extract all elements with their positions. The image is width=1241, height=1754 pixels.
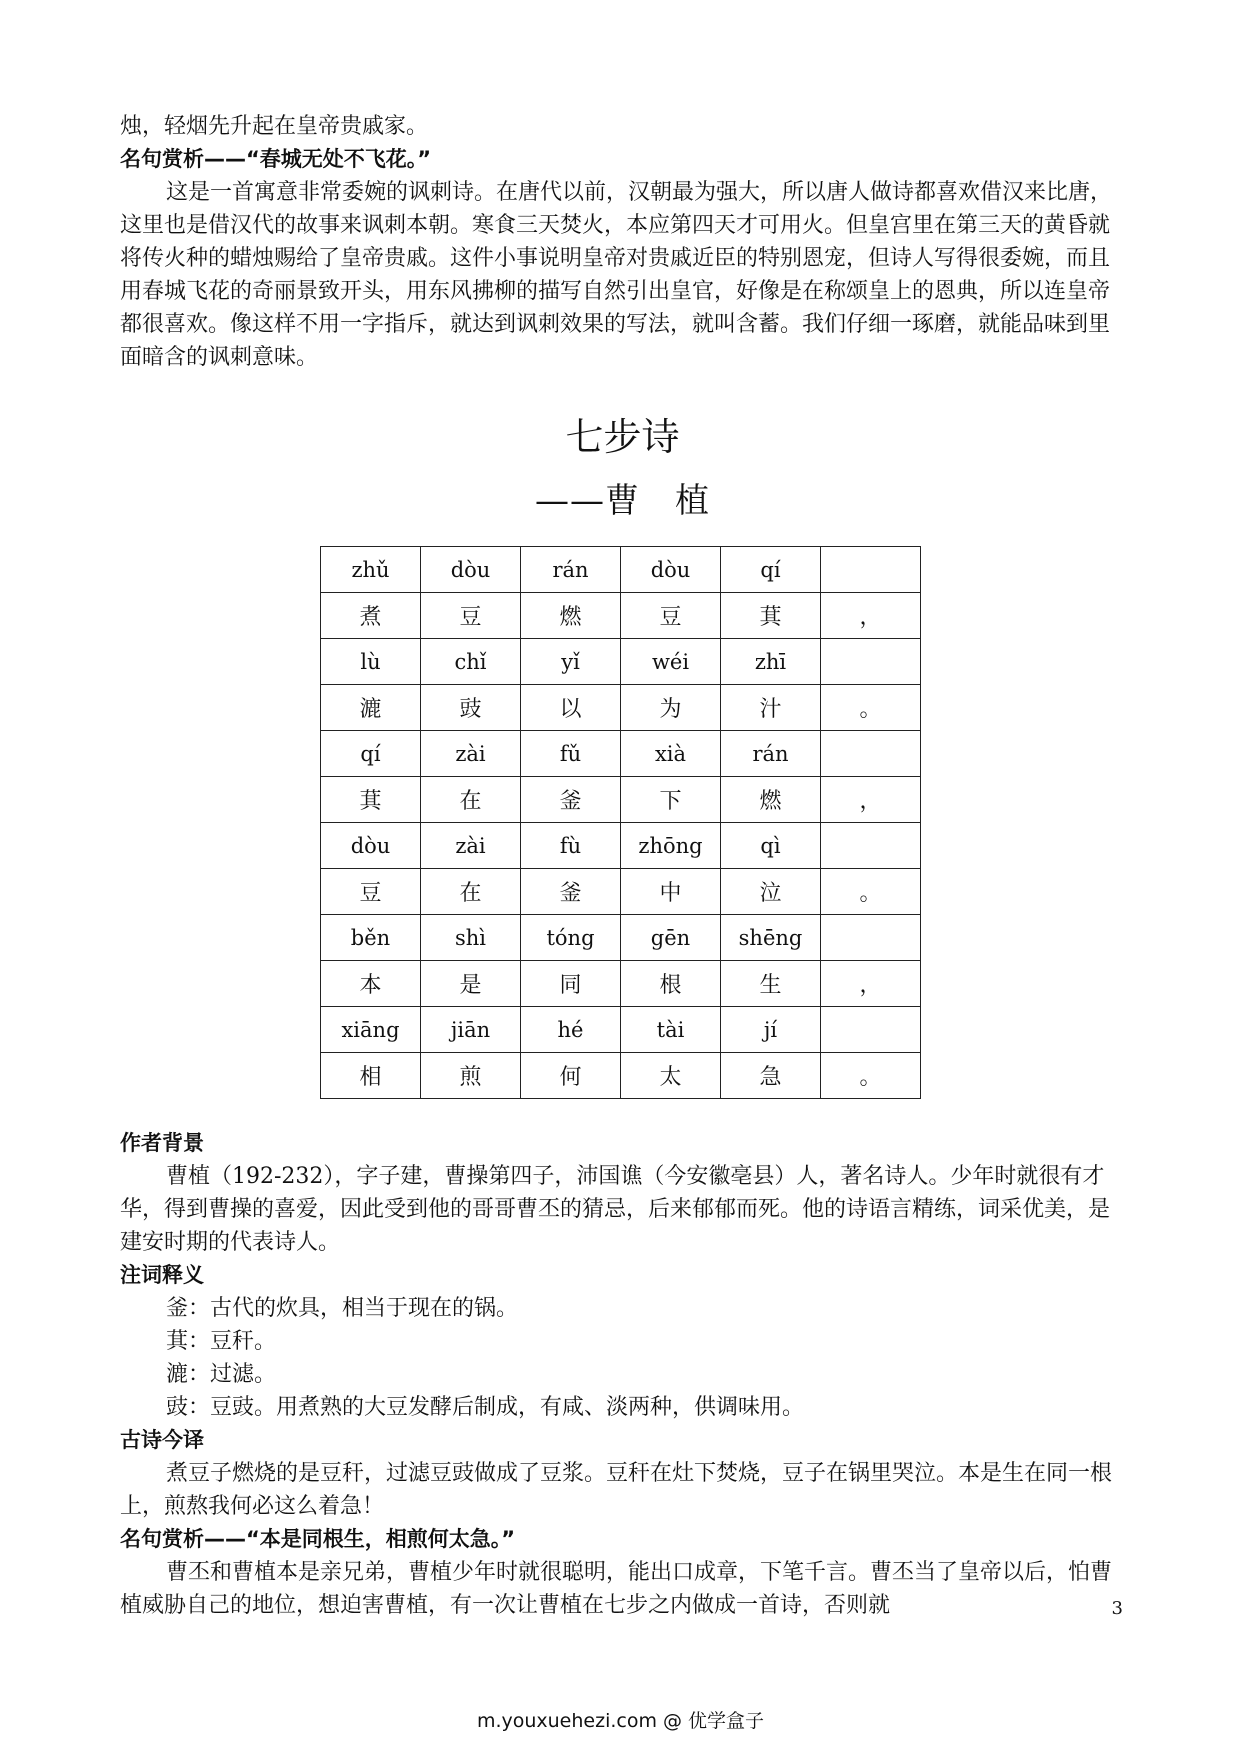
character-cell: 煎	[421, 1053, 521, 1099]
character-cell: 煮	[321, 593, 421, 639]
pinyin-cell	[821, 547, 921, 593]
character-cell: 中	[621, 869, 721, 915]
character-cell: 燃	[721, 777, 821, 823]
pinyin-cell	[821, 639, 921, 685]
character-row	[321, 593, 921, 639]
pinyin-cell: xià	[621, 731, 721, 777]
pinyin-cell: dòu	[321, 823, 421, 869]
character-cell: 。	[821, 685, 921, 731]
pinyin-row	[321, 1007, 921, 1053]
character-cell: 相	[321, 1053, 421, 1099]
pinyin-row	[321, 823, 921, 869]
famous-line-label-1: 名句赏析——“春城无处不飞花。”	[120, 147, 432, 171]
character-row	[321, 777, 921, 823]
glossary-item: 漉：过滤。	[166, 1362, 277, 1387]
character-cell: 。	[821, 869, 921, 915]
pinyin-cell	[821, 823, 921, 869]
character-cell: 漉	[321, 685, 421, 731]
pinyin-cell: fù	[521, 823, 621, 869]
translation-paragraph: 煮豆子燃烧的是豆秆，过滤豆豉做成了豆浆。豆秆在灶下焚烧，豆子在锅里哭泣。本是生在同一根上，煎熬我何必这么着急！	[120, 1461, 1113, 1519]
character-row	[321, 685, 921, 731]
glossary-item: 萁：豆秆。	[166, 1329, 277, 1354]
character-cell: 汁	[721, 685, 821, 731]
character-cell: 釜	[521, 869, 621, 915]
character-cell: 太	[621, 1053, 721, 1099]
character-row	[321, 869, 921, 915]
pinyin-cell	[821, 731, 921, 777]
poem-pinyin-table	[320, 546, 921, 1099]
character-cell: 豉	[421, 685, 521, 731]
character-cell: 急	[721, 1053, 821, 1099]
character-cell: ，	[821, 961, 921, 1007]
glossary-item: 豉：豆豉。用煮熟的大豆发酵后制成，有咸、淡两种，供调味用。	[166, 1395, 805, 1420]
character-cell: 是	[421, 961, 521, 1007]
character-cell: 根	[621, 961, 721, 1007]
glossary-label: 注词释义	[120, 1263, 204, 1287]
character-cell: 同	[521, 961, 621, 1007]
character-cell: 泣	[721, 869, 821, 915]
glossary-item: 釜：古代的炊具，相当于现在的锅。	[166, 1296, 519, 1321]
pinyin-cell: qí	[721, 547, 821, 593]
pinyin-cell: qì	[721, 823, 821, 869]
character-cell: ，	[821, 777, 921, 823]
pinyin-row	[321, 731, 921, 777]
poem-author: ——曹 植	[535, 481, 710, 521]
pinyin-cell: zài	[421, 823, 521, 869]
pinyin-row	[321, 547, 921, 593]
pinyin-cell: chǐ	[421, 639, 521, 685]
character-cell: 为	[621, 685, 721, 731]
character-row	[321, 1053, 921, 1099]
translation-label: 古诗今译	[120, 1428, 204, 1452]
character-cell: 以	[521, 685, 621, 731]
pinyin-cell: běn	[321, 915, 421, 961]
pinyin-cell: zhōng	[621, 823, 721, 869]
pinyin-cell: wéi	[621, 639, 721, 685]
pinyin-row	[321, 639, 921, 685]
pinyin-cell: qí	[321, 731, 421, 777]
page-number: 3	[1111, 1598, 1123, 1619]
pinyin-cell: xiāng	[321, 1007, 421, 1053]
character-cell: 萁	[321, 777, 421, 823]
pinyin-cell: zài	[421, 731, 521, 777]
pinyin-cell: shēng	[721, 915, 821, 961]
pinyin-cell: dòu	[421, 547, 521, 593]
pinyin-cell: jí	[721, 1007, 821, 1053]
pinyin-cell	[821, 1007, 921, 1053]
pinyin-row	[321, 915, 921, 961]
pinyin-cell: lù	[321, 639, 421, 685]
appreciation-paragraph: 曹丕和曹植本是亲兄弟，曹植少年时就很聪明，能出口成章，下笔千言。曹丕当了皇帝以后，怕曹植威胁自己的地位，想迫害曹植，有一次让曹植在七步之内做成一首诗，否则就	[120, 1560, 1113, 1618]
character-cell: 本	[321, 961, 421, 1007]
character-cell: 豆	[321, 869, 421, 915]
pinyin-cell: gēn	[621, 915, 721, 961]
character-cell: 豆	[421, 593, 521, 639]
pinyin-cell: tóng	[521, 915, 621, 961]
character-cell: 在	[421, 869, 521, 915]
continued-line: 烛，轻烟先升起在皇帝贵戚家。	[120, 114, 429, 139]
author-background-paragraph: 曹植（192-232），字子建，曹操第四子，沛国谯（今安徽亳县）人，著名诗人。少年时就很有才华，得到曹操的喜爱，因此受到他的哥哥曹丕的猜忌，后来郁郁而死。他的诗语言精练，词采优美，是建安时期的代表诗人。	[120, 1164, 1111, 1255]
site-footer: m.youxuehezi.com @ 优学盒子	[476, 1710, 765, 1732]
intro-paragraph: 这是一首寓意非常委婉的讽刺诗。在唐代以前，汉朝最为强大，所以唐人做诗都喜欢借汉来比唐，这里也是借汉代的故事来讽刺本朝。寒食三天焚火，本应第四天才可用火。但皇宫里在第三天的黄昏就将传火种的蜡烛赐给了皇帝贵戚。这件小事说明皇帝对贵戚近臣的特别恩宠，但诗人写得很委婉，而且用春城飞花的奇丽景致开头，用东风拂柳的描写自然引出皇官，好像是在称颂皇上的恩典，所以连皇帝都很喜欢。像这样不用一字指斥，就达到讽刺效果的写法，就叫含蓄。我们仔细一琢磨，就能品味到里面暗含的讽刺意味。	[120, 180, 1113, 370]
character-cell: 豆	[621, 593, 721, 639]
famous-line-label-2: 名句赏析——“本是同根生，相煎何太急。”	[120, 1527, 516, 1551]
pinyin-cell: tài	[621, 1007, 721, 1053]
character-cell: 何	[521, 1053, 621, 1099]
document-page	[120, 110, 1125, 1622]
character-cell: 。	[821, 1053, 921, 1099]
author-background-label: 作者背景	[120, 1131, 204, 1155]
character-cell: 萁	[721, 593, 821, 639]
pinyin-cell: fǔ	[521, 731, 621, 777]
character-cell: ，	[821, 593, 921, 639]
pinyin-cell: dòu	[621, 547, 721, 593]
pinyin-cell: rán	[521, 547, 621, 593]
character-cell: 釜	[521, 777, 621, 823]
pinyin-cell: zhǔ	[321, 547, 421, 593]
character-cell: 生	[721, 961, 821, 1007]
character-row	[321, 961, 921, 1007]
pinyin-cell: rán	[721, 731, 821, 777]
character-cell: 下	[621, 777, 721, 823]
pinyin-cell: jiān	[421, 1007, 521, 1053]
character-cell: 在	[421, 777, 521, 823]
pinyin-cell: zhī	[721, 639, 821, 685]
pinyin-cell: hé	[521, 1007, 621, 1053]
pinyin-cell	[821, 915, 921, 961]
poem-title: 七步诗	[565, 415, 680, 459]
pinyin-cell: yǐ	[521, 639, 621, 685]
pinyin-cell: shì	[421, 915, 521, 961]
character-cell: 燃	[521, 593, 621, 639]
